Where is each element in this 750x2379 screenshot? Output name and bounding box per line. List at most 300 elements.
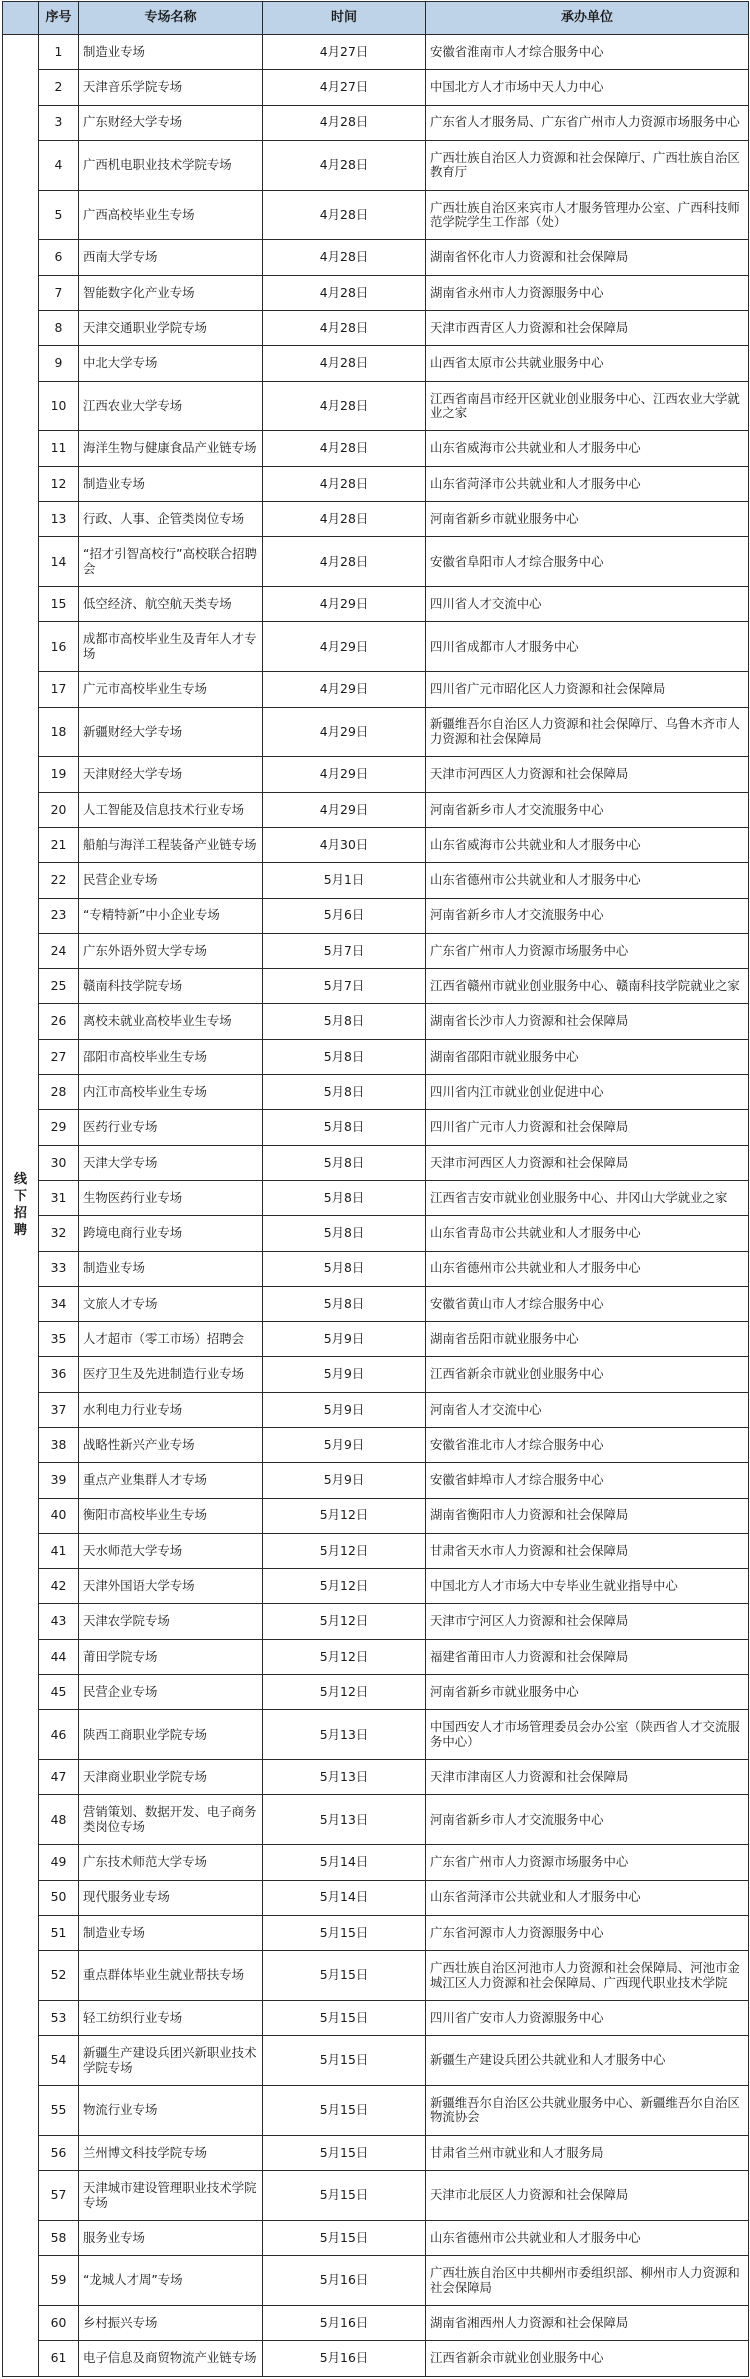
row-name: 医药行业专场 xyxy=(79,1110,263,1145)
row-index: 48 xyxy=(39,1795,79,1845)
row-name: 江西农业大学专场 xyxy=(79,381,263,431)
row-organizer: 安徽省黄山市人才综合服务中心 xyxy=(426,1286,749,1321)
row-name: 天津农学院专场 xyxy=(79,1604,263,1639)
row-time: 5月13日 xyxy=(263,1795,426,1845)
row-index: 13 xyxy=(39,502,79,537)
row-time: 5月7日 xyxy=(263,933,426,968)
row-time: 5月8日 xyxy=(263,1004,426,1039)
table-row xyxy=(3,2135,749,2170)
row-name: 新疆生产建设兵团兴新职业技术学院专场 xyxy=(79,2036,263,2086)
row-organizer: 新疆维吾尔自治区公共就业服务中心、新疆维吾尔自治区物流协会 xyxy=(426,2086,749,2136)
row-time: 5月8日 xyxy=(263,1075,426,1110)
row-organizer: 湖南省长沙市人力资源和社会保障局 xyxy=(426,1004,749,1039)
row-organizer: 河南省新乡市人才交流服务中心 xyxy=(426,1795,749,1845)
table-row xyxy=(3,431,749,466)
row-organizer: 安徽省阜阳市人才综合服务中心 xyxy=(426,537,749,587)
row-time: 4月29日 xyxy=(263,587,426,622)
row-organizer: 山东省威海市公共就业和人才服务中心 xyxy=(426,431,749,466)
row-time: 5月9日 xyxy=(263,1427,426,1462)
row-name: 水利电力行业专场 xyxy=(79,1392,263,1427)
row-organizer: 湖南省衡阳市人力资源和社会保障局 xyxy=(426,1498,749,1533)
table-row xyxy=(3,240,749,275)
table-row xyxy=(3,502,749,537)
row-time: 5月15日 xyxy=(263,2135,426,2170)
row-organizer: 广东省河源市人力资源服务中心 xyxy=(426,1915,749,1950)
row-organizer: 山东省威海市公共就业和人才服务中心 xyxy=(426,827,749,862)
row-index: 43 xyxy=(39,1604,79,1639)
row-organizer: 山西省太原市公共就业服务中心 xyxy=(426,346,749,381)
row-name: 广西高校毕业生专场 xyxy=(79,190,263,240)
row-name: 赣南科技学院专场 xyxy=(79,969,263,1004)
table-row xyxy=(3,1675,749,1710)
row-time: 4月27日 xyxy=(263,70,426,105)
row-organizer: 湖南省湘西州人力资源和社会保障局 xyxy=(426,2306,749,2341)
row-time: 5月12日 xyxy=(263,1569,426,1604)
row-time: 4月29日 xyxy=(263,757,426,792)
row-time: 5月8日 xyxy=(263,1110,426,1145)
row-name: 内江市高校毕业生专场 xyxy=(79,1075,263,1110)
row-index: 53 xyxy=(39,2000,79,2035)
row-time: 5月9日 xyxy=(263,1463,426,1498)
row-name: 战略性新兴产业专场 xyxy=(79,1427,263,1462)
row-time: 5月12日 xyxy=(263,1675,426,1710)
table-row xyxy=(3,2256,749,2306)
row-time: 5月8日 xyxy=(263,1145,426,1180)
row-name: 营销策划、数据开发、电子商务类岗位专场 xyxy=(79,1795,263,1845)
row-organizer: 天津市津南区人力资源和社会保障局 xyxy=(426,1760,749,1795)
row-organizer: 广东省人才服务局、广东省广州市人力资源市场服务中心 xyxy=(426,105,749,140)
row-index: 42 xyxy=(39,1569,79,1604)
row-time: 4月28日 xyxy=(263,275,426,310)
row-index: 50 xyxy=(39,1880,79,1915)
row-time: 5月8日 xyxy=(263,1251,426,1286)
row-index: 30 xyxy=(39,1145,79,1180)
row-index: 10 xyxy=(39,381,79,431)
row-name: “龙城人才周”专场 xyxy=(79,2256,263,2306)
table-row xyxy=(3,1795,749,1845)
row-organizer: 湖南省岳阳市就业服务中心 xyxy=(426,1322,749,1357)
table-row xyxy=(3,1498,749,1533)
row-index: 7 xyxy=(39,275,79,310)
row-organizer: 江西省新余市就业创业服务中心 xyxy=(426,2341,749,2376)
row-time: 4月28日 xyxy=(263,381,426,431)
row-name: 低空经济、航空航天类专场 xyxy=(79,587,263,622)
row-time: 5月14日 xyxy=(263,1880,426,1915)
row-name: 生物医药行业专场 xyxy=(79,1180,263,1215)
row-organizer: 四川省广元市人力资源和社会保障局 xyxy=(426,1110,749,1145)
row-name: 天水师范大学专场 xyxy=(79,1533,263,1568)
recruitment-schedule xyxy=(2,1,748,2377)
table-row xyxy=(3,70,749,105)
row-time: 5月14日 xyxy=(263,1845,426,1880)
row-name: 离校未就业高校毕业生专场 xyxy=(79,1004,263,1039)
row-time: 5月12日 xyxy=(263,1533,426,1568)
row-index: 33 xyxy=(39,1251,79,1286)
row-name: 邵阳市高校毕业生专场 xyxy=(79,1039,263,1074)
table-row xyxy=(3,1110,749,1145)
row-index: 1 xyxy=(39,35,79,70)
row-name: 兰州博文科技学院专场 xyxy=(79,2135,263,2170)
table-row xyxy=(3,933,749,968)
row-organizer: 广东省广州市人力资源市场服务中心 xyxy=(426,1845,749,1880)
row-name: 乡村振兴专场 xyxy=(79,2306,263,2341)
row-index: 47 xyxy=(39,1760,79,1795)
table-row xyxy=(3,2220,749,2255)
row-organizer: 山东省德州市公共就业和人才服务中心 xyxy=(426,1251,749,1286)
table-row xyxy=(3,863,749,898)
row-time: 5月8日 xyxy=(263,1286,426,1321)
table-row xyxy=(3,275,749,310)
table-row xyxy=(3,672,749,707)
row-organizer: 江西省赣州市就业创业服务中心、赣南科技学院就业之家 xyxy=(426,969,749,1004)
row-time: 4月28日 xyxy=(263,105,426,140)
row-name: 成都市高校毕业生及青年人才专场 xyxy=(79,622,263,672)
row-index: 20 xyxy=(39,792,79,827)
row-index: 9 xyxy=(39,346,79,381)
row-name: 天津商业职业学院专场 xyxy=(79,1760,263,1795)
row-index: 46 xyxy=(39,1710,79,1760)
row-index: 25 xyxy=(39,969,79,1004)
row-time: 5月16日 xyxy=(263,2256,426,2306)
row-organizer: 广西壮族自治区河池市人力资源和社会保障局、河池市金城江区人力资源和社会保障局、广西现代职业技术学院 xyxy=(426,1951,749,2001)
row-index: 51 xyxy=(39,1915,79,1950)
row-time: 5月9日 xyxy=(263,1322,426,1357)
row-index: 35 xyxy=(39,1322,79,1357)
row-time: 5月9日 xyxy=(263,1392,426,1427)
row-time: 5月13日 xyxy=(263,1710,426,1760)
row-name: “专精特新”中小企业专场 xyxy=(79,898,263,933)
row-index: 61 xyxy=(39,2341,79,2376)
row-time: 4月28日 xyxy=(263,140,426,190)
row-name: 重点群体毕业生就业帮扶专场 xyxy=(79,1951,263,2001)
table-row xyxy=(3,1951,749,2001)
table-row xyxy=(3,1569,749,1604)
row-time: 5月15日 xyxy=(263,2036,426,2086)
row-organizer: 中国西安人才市场管理委员会办公室（陕西省人才交流服务中心） xyxy=(426,1710,749,1760)
row-name: 陕西工商职业学院专场 xyxy=(79,1710,263,1760)
row-name: 制造业专场 xyxy=(79,1915,263,1950)
row-organizer: 中国北方人才市场中天人力中心 xyxy=(426,70,749,105)
row-time: 5月15日 xyxy=(263,1915,426,1950)
row-organizer: 河南省新乡市就业服务中心 xyxy=(426,502,749,537)
table-row xyxy=(3,827,749,862)
table-row xyxy=(3,1216,749,1251)
row-name: 行政、人事、企管类岗位专场 xyxy=(79,502,263,537)
table-row xyxy=(3,1533,749,1568)
row-name: 广东财经大学专场 xyxy=(79,105,263,140)
row-time: 5月16日 xyxy=(263,2306,426,2341)
row-organizer: 天津市河西区人力资源和社会保障局 xyxy=(426,1145,749,1180)
row-time: 4月28日 xyxy=(263,466,426,501)
header-category xyxy=(3,2,39,35)
table-row xyxy=(3,190,749,240)
row-name: 民营企业专场 xyxy=(79,863,263,898)
table-row xyxy=(3,2341,749,2376)
row-index: 26 xyxy=(39,1004,79,1039)
row-name: 天津外国语大学专场 xyxy=(79,1569,263,1604)
row-name: 物流行业专场 xyxy=(79,2086,263,2136)
row-index: 45 xyxy=(39,1675,79,1710)
table-row xyxy=(3,1845,749,1880)
table-row xyxy=(3,1180,749,1215)
header-organizer: 承办单位 xyxy=(426,2,749,35)
row-time: 5月15日 xyxy=(263,2086,426,2136)
row-index: 3 xyxy=(39,105,79,140)
row-name: 广元市高校毕业生专场 xyxy=(79,672,263,707)
row-name: 人才超市（零工市场）招聘会 xyxy=(79,1322,263,1357)
table-row xyxy=(3,537,749,587)
table-header-row xyxy=(3,2,749,35)
row-time: 4月29日 xyxy=(263,672,426,707)
row-index: 8 xyxy=(39,311,79,346)
row-index: 32 xyxy=(39,1216,79,1251)
row-name: 莆田学院专场 xyxy=(79,1639,263,1674)
row-organizer: 湖南省永州市人力资源服务中心 xyxy=(426,275,749,310)
row-time: 5月8日 xyxy=(263,1039,426,1074)
row-index: 52 xyxy=(39,1951,79,2001)
row-index: 29 xyxy=(39,1110,79,1145)
row-organizer: 天津市河西区人力资源和社会保障局 xyxy=(426,757,749,792)
row-name: 衡阳市高校毕业生专场 xyxy=(79,1498,263,1533)
row-index: 12 xyxy=(39,466,79,501)
table-row xyxy=(3,1604,749,1639)
row-time: 5月1日 xyxy=(263,863,426,898)
table-row xyxy=(3,105,749,140)
row-name: 西南大学专场 xyxy=(79,240,263,275)
row-organizer: 山东省德州市公共就业和人才服务中心 xyxy=(426,863,749,898)
table-row xyxy=(3,2000,749,2035)
row-time: 5月7日 xyxy=(263,969,426,1004)
row-name: “招才引智高校行”高校联合招聘会 xyxy=(79,537,263,587)
row-name: 海洋生物与健康食品产业链专场 xyxy=(79,431,263,466)
row-time: 5月9日 xyxy=(263,1357,426,1392)
header-time: 时间 xyxy=(263,2,426,35)
row-index: 57 xyxy=(39,2171,79,2221)
row-index: 11 xyxy=(39,431,79,466)
table-row xyxy=(3,969,749,1004)
row-index: 38 xyxy=(39,1427,79,1462)
row-time: 5月12日 xyxy=(263,1498,426,1533)
row-name: 文旅人才专场 xyxy=(79,1286,263,1321)
row-time: 4月28日 xyxy=(263,311,426,346)
row-time: 4月28日 xyxy=(263,502,426,537)
row-time: 4月29日 xyxy=(263,707,426,757)
row-index: 4 xyxy=(39,140,79,190)
table-row xyxy=(3,346,749,381)
row-organizer: 江西省南昌市经开区就业创业服务中心、江西农业大学就业之家 xyxy=(426,381,749,431)
row-name: 广西机电职业技术学院专场 xyxy=(79,140,263,190)
category-label: 线下招聘 xyxy=(13,1172,27,1239)
row-time: 5月8日 xyxy=(263,1180,426,1215)
table-body xyxy=(3,35,749,2377)
row-name: 中北大学专场 xyxy=(79,346,263,381)
table-row xyxy=(3,707,749,757)
table-row xyxy=(3,1760,749,1795)
row-organizer: 山东省菏泽市公共就业和人才服务中心 xyxy=(426,466,749,501)
row-organizer: 江西省新余市就业创业服务中心 xyxy=(426,1357,749,1392)
row-organizer: 湖南省怀化市人力资源和社会保障局 xyxy=(426,240,749,275)
row-organizer: 福建省莆田市人力资源和社会保障局 xyxy=(426,1639,749,1674)
row-name: 新疆财经大学专场 xyxy=(79,707,263,757)
row-name: 现代服务业专场 xyxy=(79,1880,263,1915)
row-organizer: 安徽省蚌埠市人才综合服务中心 xyxy=(426,1463,749,1498)
table-row xyxy=(3,1145,749,1180)
row-name: 天津音乐学院专场 xyxy=(79,70,263,105)
table-row xyxy=(3,898,749,933)
row-index: 28 xyxy=(39,1075,79,1110)
row-organizer: 河南省新乡市人才交流服务中心 xyxy=(426,898,749,933)
row-organizer: 河南省新乡市就业服务中心 xyxy=(426,1675,749,1710)
row-organizer: 江西省吉安市就业创业服务中心、井冈山大学就业之家 xyxy=(426,1180,749,1215)
table-row xyxy=(3,1039,749,1074)
row-index: 54 xyxy=(39,2036,79,2086)
row-name: 服务业专场 xyxy=(79,2220,263,2255)
row-name: 天津城市建设管理职业技术学院专场 xyxy=(79,2171,263,2221)
row-organizer: 四川省人才交流中心 xyxy=(426,587,749,622)
table-row xyxy=(3,1004,749,1039)
table-row xyxy=(3,587,749,622)
row-organizer: 山东省菏泽市公共就业和人才服务中心 xyxy=(426,1880,749,1915)
row-name: 人工智能及信息技术行业专场 xyxy=(79,792,263,827)
row-time: 4月30日 xyxy=(263,827,426,862)
row-organizer: 安徽省淮北市人才综合服务中心 xyxy=(426,1427,749,1462)
row-organizer: 四川省广元市昭化区人力资源和社会保障局 xyxy=(426,672,749,707)
row-index: 24 xyxy=(39,933,79,968)
row-name: 船舶与海洋工程装备产业链专场 xyxy=(79,827,263,862)
row-name: 轻工纺织行业专场 xyxy=(79,2000,263,2035)
row-organizer: 新疆维吾尔自治区人力资源和社会保障厅、乌鲁木齐市人力资源和社会保障局 xyxy=(426,707,749,757)
row-name: 天津交通职业学院专场 xyxy=(79,311,263,346)
table-row xyxy=(3,622,749,672)
row-time: 5月8日 xyxy=(263,1216,426,1251)
row-organizer: 天津市西青区人力资源和社会保障局 xyxy=(426,311,749,346)
row-organizer: 安徽省淮南市人才综合服务中心 xyxy=(426,35,749,70)
row-time: 4月29日 xyxy=(263,622,426,672)
row-time: 4月28日 xyxy=(263,537,426,587)
row-name: 制造业专场 xyxy=(79,1251,263,1286)
row-organizer: 天津市北辰区人力资源和社会保障局 xyxy=(426,2171,749,2221)
table-row xyxy=(3,1322,749,1357)
row-name: 制造业专场 xyxy=(79,466,263,501)
table-row xyxy=(3,2306,749,2341)
table-row xyxy=(3,1463,749,1498)
row-time: 4月28日 xyxy=(263,240,426,275)
row-index: 17 xyxy=(39,672,79,707)
row-organizer: 广东省广州市人力资源市场服务中心 xyxy=(426,933,749,968)
row-name: 医疗卫生及先进制造行业专场 xyxy=(79,1357,263,1392)
table-row xyxy=(3,1251,749,1286)
row-index: 6 xyxy=(39,240,79,275)
row-organizer: 四川省成都市人才服务中心 xyxy=(426,622,749,672)
row-time: 5月12日 xyxy=(263,1604,426,1639)
row-name: 天津财经大学专场 xyxy=(79,757,263,792)
category-cell xyxy=(3,35,39,2377)
row-index: 14 xyxy=(39,537,79,587)
row-name: 智能数字化产业专场 xyxy=(79,275,263,310)
row-name: 跨境电商行业专场 xyxy=(79,1216,263,1251)
row-index: 22 xyxy=(39,863,79,898)
row-index: 2 xyxy=(39,70,79,105)
row-index: 58 xyxy=(39,2220,79,2255)
row-time: 5月15日 xyxy=(263,2171,426,2221)
table-row xyxy=(3,757,749,792)
row-index: 34 xyxy=(39,1286,79,1321)
row-organizer: 天津市宁河区人力资源和社会保障局 xyxy=(426,1604,749,1639)
row-index: 56 xyxy=(39,2135,79,2170)
row-index: 18 xyxy=(39,707,79,757)
table-row xyxy=(3,1357,749,1392)
row-time: 5月15日 xyxy=(263,2000,426,2035)
row-time: 4月29日 xyxy=(263,792,426,827)
row-index: 37 xyxy=(39,1392,79,1427)
row-index: 49 xyxy=(39,1845,79,1880)
row-organizer: 河南省人才交流中心 xyxy=(426,1392,749,1427)
row-index: 55 xyxy=(39,2086,79,2136)
row-index: 23 xyxy=(39,898,79,933)
row-organizer: 中国北方人才市场大中专毕业生就业指导中心 xyxy=(426,1569,749,1604)
row-index: 21 xyxy=(39,827,79,862)
table-row xyxy=(3,1710,749,1760)
row-name: 电子信息及商贸物流产业链专场 xyxy=(79,2341,263,2376)
row-organizer: 广西壮族自治区人力资源和社会保障厅、广西壮族自治区教育厅 xyxy=(426,140,749,190)
row-organizer: 新疆生产建设兵团公共就业和人才服务中心 xyxy=(426,2036,749,2086)
row-time: 4月28日 xyxy=(263,346,426,381)
row-index: 5 xyxy=(39,190,79,240)
table-row xyxy=(3,311,749,346)
table-row xyxy=(3,1392,749,1427)
row-organizer: 四川省内江市就业创业促进中心 xyxy=(426,1075,749,1110)
row-organizer: 湖南省邵阳市就业服务中心 xyxy=(426,1039,749,1074)
row-organizer: 山东省德州市公共就业和人才服务中心 xyxy=(426,2220,749,2255)
table-row xyxy=(3,35,749,70)
header-index: 序号 xyxy=(39,2,79,35)
row-index: 40 xyxy=(39,1498,79,1533)
table-row xyxy=(3,1639,749,1674)
row-index: 15 xyxy=(39,587,79,622)
row-name: 广东技术师范大学专场 xyxy=(79,1845,263,1880)
row-index: 44 xyxy=(39,1639,79,1674)
row-index: 59 xyxy=(39,2256,79,2306)
row-time: 4月27日 xyxy=(263,35,426,70)
row-time: 4月28日 xyxy=(263,190,426,240)
row-time: 5月12日 xyxy=(263,1639,426,1674)
table-row xyxy=(3,1075,749,1110)
row-name: 制造业专场 xyxy=(79,35,263,70)
table-row xyxy=(3,381,749,431)
table-row xyxy=(3,1427,749,1462)
table-row xyxy=(3,140,749,190)
row-organizer: 广西壮族自治区中共柳州市委组织部、柳州市人力资源和社会保障局 xyxy=(426,2256,749,2306)
row-organizer: 山东省青岛市公共就业和人才服务中心 xyxy=(426,1216,749,1251)
row-name: 天津大学专场 xyxy=(79,1145,263,1180)
row-organizer: 广西壮族自治区来宾市人才服务管理办公室、广西科技师范学院学生工作部（处） xyxy=(426,190,749,240)
row-index: 31 xyxy=(39,1180,79,1215)
row-index: 16 xyxy=(39,622,79,672)
row-name: 重点产业集群人才专场 xyxy=(79,1463,263,1498)
row-index: 27 xyxy=(39,1039,79,1074)
row-index: 41 xyxy=(39,1533,79,1568)
row-index: 19 xyxy=(39,757,79,792)
table-row xyxy=(3,2036,749,2086)
row-time: 5月13日 xyxy=(263,1760,426,1795)
row-organizer: 甘肃省天水市人力资源和社会保障局 xyxy=(426,1533,749,1568)
row-organizer: 四川省广安市人力资源服务中心 xyxy=(426,2000,749,2035)
row-time: 5月15日 xyxy=(263,2220,426,2255)
table-row xyxy=(3,1915,749,1950)
row-time: 5月16日 xyxy=(263,2341,426,2376)
table-row xyxy=(3,792,749,827)
table-row xyxy=(3,2086,749,2136)
